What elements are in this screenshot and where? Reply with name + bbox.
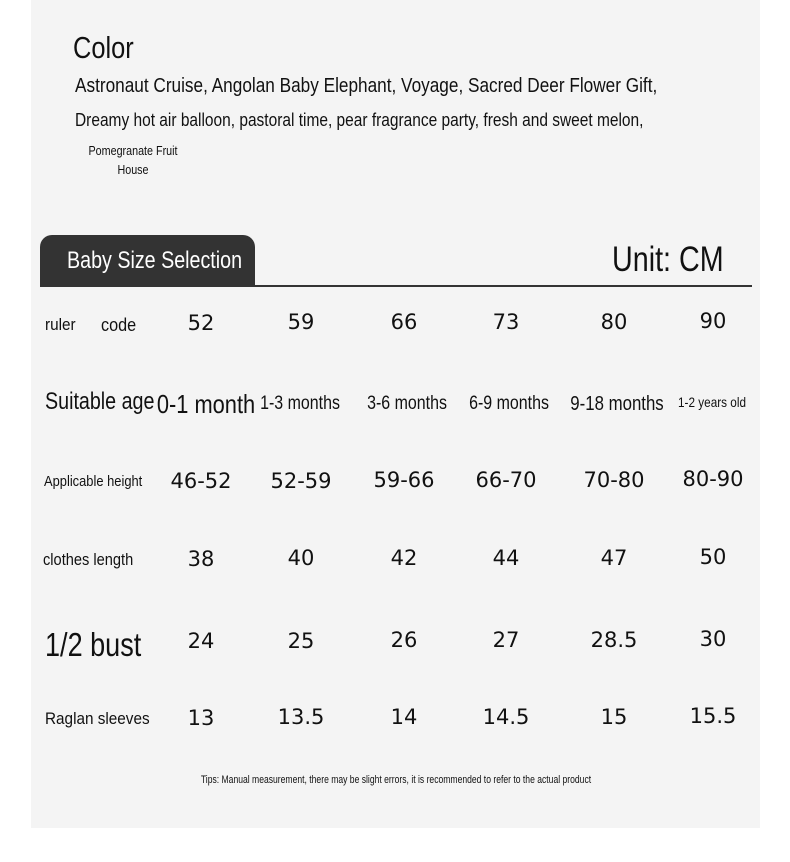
code-value: 80 <box>600 310 628 334</box>
code-value: 66 <box>390 310 418 334</box>
height-value: 46-52 <box>170 469 232 493</box>
sleeve-label: Raglan sleeves <box>45 709 150 728</box>
length-value: 47 <box>600 546 628 570</box>
color-extra-line-1: Pomegranate Fruit <box>88 144 178 158</box>
height-value: 66-70 <box>475 468 537 492</box>
bust-value: 28.5 <box>590 628 638 652</box>
bust-value: 30 <box>699 627 727 651</box>
length-label: clothes length <box>43 550 134 569</box>
length-value: 40 <box>287 546 315 570</box>
height-value: 70-80 <box>583 468 645 492</box>
height-value: 52-59 <box>270 469 332 493</box>
code-label: code <box>101 315 137 335</box>
sleeve-value: 15.5 <box>689 704 737 728</box>
code-value: 52 <box>187 311 215 335</box>
bust-value: 26 <box>390 628 418 652</box>
sleeve-value: 14 <box>390 705 418 729</box>
measurement-tips: Tips: Manual measurement, there may be slight errors, it is recommended to refer to the actual product <box>200 774 592 786</box>
age-value: 6-9 months <box>469 393 549 414</box>
age-value: 1-2 years old <box>678 394 746 410</box>
sleeve-value: 15 <box>600 705 628 729</box>
height-label: Applicable height <box>44 473 143 490</box>
age-value: 9-18 months <box>570 393 664 415</box>
length-value: 44 <box>492 546 520 570</box>
size-selection-label: Baby Size Selection <box>67 247 243 274</box>
length-value: 50 <box>699 545 727 569</box>
bust-label: 1/2 bust <box>45 626 142 663</box>
sleeve-value: 14.5 <box>482 705 530 729</box>
sleeve-value: 13 <box>187 706 215 730</box>
color-title: Color <box>73 30 134 65</box>
color-list-line-2: Dreamy hot air balloon, pastoral time, pear fragrance party, fresh and sweet melon, <box>75 110 644 130</box>
code-value: 59 <box>287 310 315 334</box>
color-extra-line-2: House <box>117 163 149 177</box>
age-label: Suitable age <box>45 388 155 415</box>
code-value: 73 <box>492 310 520 334</box>
age-value: 3-6 months <box>367 393 447 414</box>
sleeve-value: 13.5 <box>277 705 325 729</box>
bust-value: 25 <box>287 629 315 653</box>
ruler-label: ruler <box>45 315 76 334</box>
unit-label: Unit: CM <box>612 240 724 279</box>
size-selection-tab <box>40 235 255 286</box>
age-value: 0-1 month <box>156 389 256 419</box>
code-value: 90 <box>699 309 727 333</box>
age-value: 1-3 months <box>260 393 340 414</box>
color-list-extra <box>80 142 186 180</box>
length-value: 38 <box>187 547 215 571</box>
bust-value: 27 <box>492 628 520 652</box>
header-divider <box>40 285 752 287</box>
bust-value: 24 <box>187 629 215 653</box>
length-value: 42 <box>390 546 418 570</box>
color-list-line-1: Astronaut Cruise, Angolan Baby Elephant, Voyage, Sacred Deer Flower Gift, <box>75 75 658 97</box>
height-value: 59-66 <box>373 468 435 492</box>
height-value: 80-90 <box>682 467 744 491</box>
